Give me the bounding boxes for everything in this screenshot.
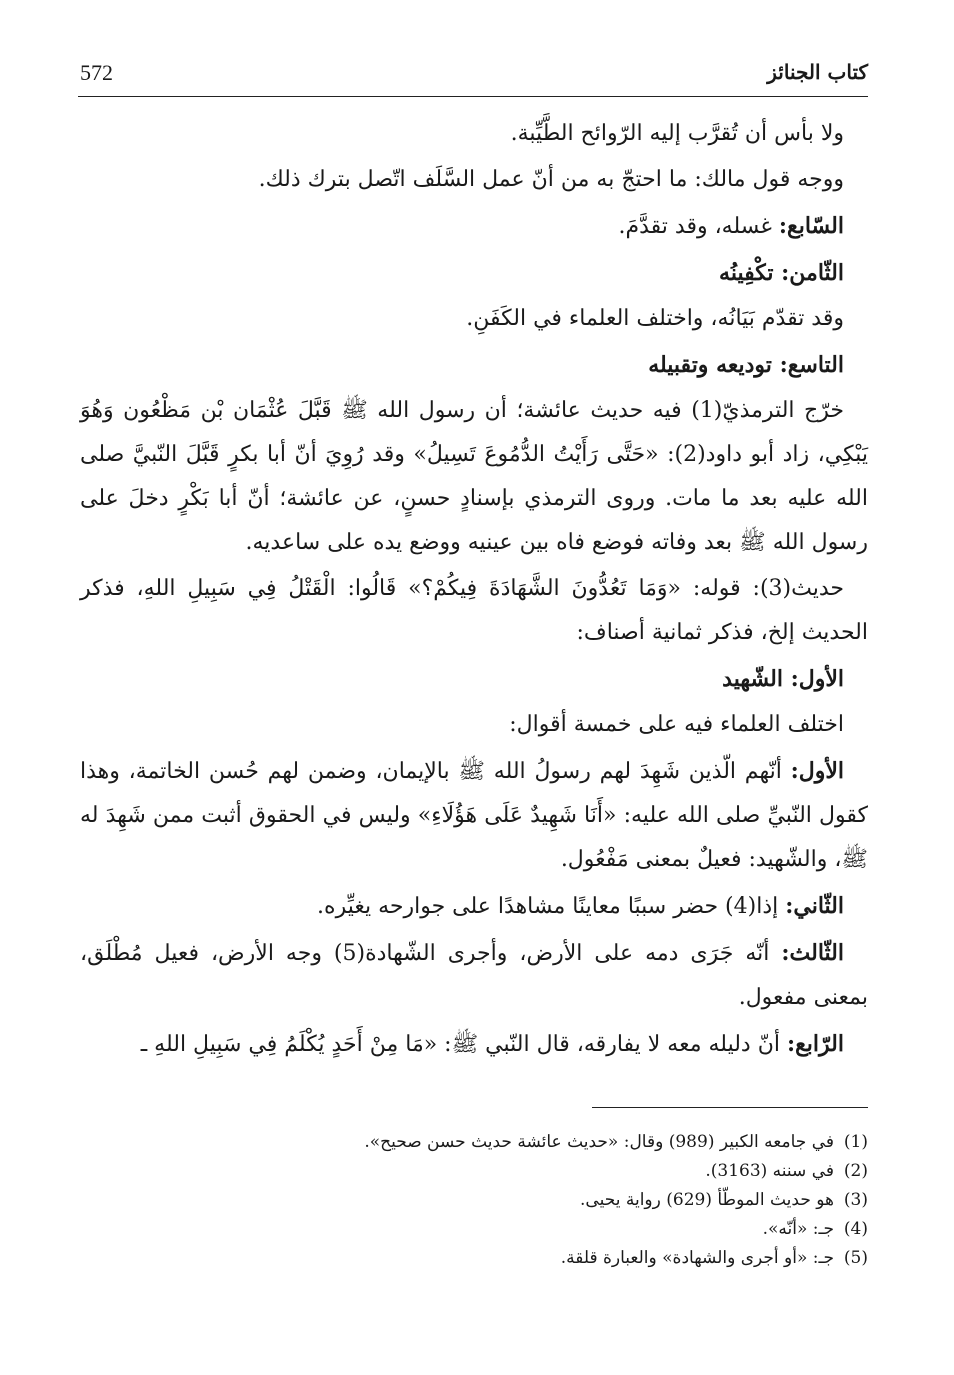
footnote xyxy=(300,1157,868,1186)
footnote-text: في جامعه الكبير (989) وقال: «حديث عائشة حديث حسن صحيح». xyxy=(364,1132,834,1152)
opinion-fourth xyxy=(80,1022,868,1067)
section-seventh xyxy=(80,204,868,249)
footnote xyxy=(300,1215,868,1244)
page-number: 572 xyxy=(80,60,113,85)
footnote-number: (1) xyxy=(843,1132,868,1152)
footnotes xyxy=(300,1128,868,1273)
footnote xyxy=(300,1128,868,1157)
opinion-first xyxy=(80,749,868,882)
paragraph-1: ولا بأس أن تُقرَّب إليه الرّوائح الطَّيِّبة. xyxy=(510,121,844,146)
footnote-number: (4) xyxy=(843,1219,868,1239)
opinion-second-label: الثّاني: xyxy=(785,893,844,919)
footnote-text: جـ: «أنّه». xyxy=(762,1219,834,1239)
section-seventh-heading: السّابع: xyxy=(778,213,844,239)
paragraph-6: اختلف العلماء فيه على خمسة أقوال: xyxy=(509,712,844,737)
opinion-third xyxy=(80,931,868,1020)
footnote-number: (5) xyxy=(843,1248,868,1268)
opinion-fourth-label: الرّابع: xyxy=(786,1031,844,1057)
opinion-first-label: الأول: xyxy=(790,758,844,784)
opinion-third-label: الثّالث: xyxy=(781,940,844,966)
footnote-text: جـ: «أو أجرى والشهادة» والعبارة قلقة. xyxy=(560,1248,834,1268)
footnote-number: (2) xyxy=(843,1161,868,1181)
footnote xyxy=(300,1186,868,1215)
opinion-second xyxy=(80,884,868,929)
footnote xyxy=(300,1244,868,1273)
paragraph-2: ووجه قول مالك: ما احتجّ به من أنّ عمل السَّلَف اتّصل بترك ذلك. xyxy=(258,167,844,192)
section-ninth-heading: التاسع: توديعه وتقبيله xyxy=(648,352,844,378)
section-seventh-text: غسله، وقد تقدَّمَ. xyxy=(618,214,779,239)
opinion-fourth-text: أنّ دليله معه لا يفارقه، قال النّبي ﷺ: «مَا مِنْ أَحَدٍ يُكْلَمُ فِي سَبِيلِ اللهِ ـ xyxy=(140,1032,787,1057)
paragraph-4: خرّج الترمذيّ(1) فيه حديث عائشة؛ أن رسول الله ﷺ قَبَّلَ عُثْمَان بْن مَظْعُون وَهُوَ يَبْكِي، زاد أبو داود(2): «حَتَّى رَأَيْتُ الدُّمُوعَ تَسِيلُ» وقد رُوِيَ أنّ أبا بكرٍ قَبَّلَ النّبيَّ صلى الله عليه بعد ما مات. وروى الترمذي بإسنادٍ حسنٍ، عن عائشة؛ أنّ أبا بَكْرٍ دخلَ على رسول الله ﷺ بعد وفاته فوضع فاه بين عينيه ووضع يده على ساعديه. xyxy=(80,398,868,555)
footnote-number: (3) xyxy=(843,1190,868,1210)
footnote-text: هو حديث الموطّأ (629) رواية يحيى. xyxy=(580,1190,834,1210)
section-first-heading: الأول: الشّهيد xyxy=(722,666,844,692)
opinion-third-text: أنّه جَرَى دمه على الأرض، وأجرى الشّهادة(5) وجه الأرض، فعيل مُطْلَق، بمعنى مفعول. xyxy=(80,941,868,1010)
footnote-divider xyxy=(592,1107,868,1108)
opinion-first-text: أنّهم الّذين شَهِدَ لهم رسولُ الله ﷺ بالإيمان، وضمن لهم حُسن الخاتمة، وهذا كقول النّبيِّ صلى الله عليه: «أَنَا شَهِيدٌ عَلَى هَؤُلَاءِ» وليس في الحقوق أثبت ممن شَهِدَ له ﷺ، والشّهيد: فعيلٌ بمعنى مَفْعُول. xyxy=(80,759,868,872)
main-text xyxy=(80,112,868,1069)
section-eighth-heading: الثّامن: تكْفِينُه xyxy=(719,260,844,286)
paragraph-5: حديث(3): قوله: «وَمَا تَعُدُّونَ الشَّهَادَةَ فِيكُمْ؟» قَالُوا: الْقَتْلُ فِي سَبِيلِ اللهِ، فذكر الحديث إلخ، فذكر ثمانية أصناف: xyxy=(80,576,868,645)
paragraph-3: وقد تقدّم بَيَانُه، واختلف العلماء في الكَفَنِ. xyxy=(466,306,844,331)
running-title: كتاب الجنائز xyxy=(767,60,868,84)
page-header xyxy=(78,52,868,97)
opinion-second-text: إذا(4) حضر سببًا معاينًا مشاهدًا على جوارحه يغيِّره. xyxy=(317,894,786,919)
footnote-text: في سننه (3163). xyxy=(705,1161,834,1181)
